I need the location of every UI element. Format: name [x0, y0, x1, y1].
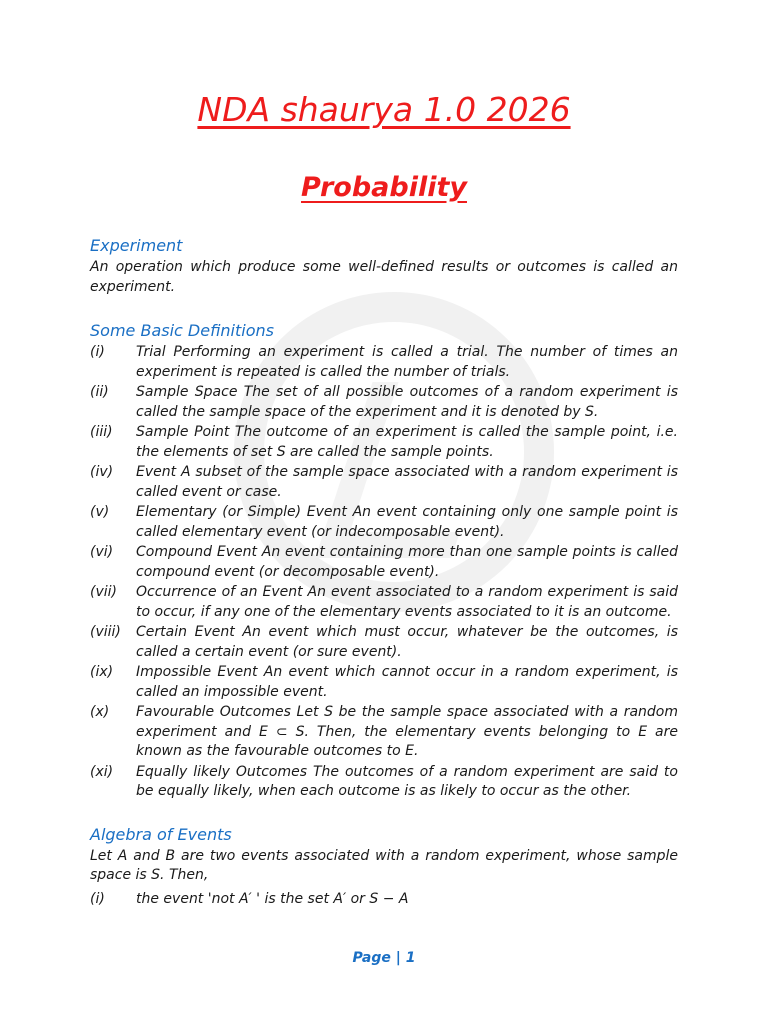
item-number: (x): [90, 704, 110, 720]
item-number: (i): [90, 890, 105, 907]
item-number: (v): [90, 504, 110, 520]
list-item: [90, 890, 678, 910]
item-number: (iii): [90, 424, 113, 440]
list-item: [90, 623, 678, 662]
item-number: (iv): [90, 464, 114, 480]
list-item: [90, 663, 678, 702]
item-number: (vi): [90, 544, 114, 560]
list-item: [90, 383, 678, 422]
item-number: (xi): [90, 763, 114, 780]
document-title: NDA shaurya 1.0 2026: [197, 90, 571, 129]
item-number: (ix): [90, 664, 114, 680]
item-text: Trial Performing an experiment is called a trial. The number of times an experiment is repeated is called the number of trials.: [136, 344, 678, 380]
list-item: [90, 583, 678, 622]
item-text: Favourable Outcomes Let S be the sample space associated with a random experiment and E ⊂ S. Then, the elementary events belonging to E are known as the favourable outcomes to E.: [136, 704, 678, 759]
experiment-heading: Experiment: [90, 236, 183, 255]
list-item: [90, 703, 678, 762]
item-number: (vii): [90, 584, 117, 600]
list-item: [90, 343, 678, 382]
item-text: Event A subset of the sample space associated with a random experiment is called event or case.: [136, 464, 678, 500]
list-item: [90, 763, 678, 802]
content-body: [90, 236, 678, 909]
list-item: [90, 503, 678, 542]
topic-title: Probability: [301, 172, 467, 203]
item-number: (ii): [90, 384, 109, 400]
list-item: [90, 463, 678, 502]
list-item: [90, 543, 678, 582]
experiment-text: An operation which produce some well-defined results or outcomes is called an experiment.: [90, 259, 678, 295]
item-text: Compound Event An event containing more than one sample points is called compound event (or decomposable event).: [136, 544, 678, 580]
page-number: Page | 1: [352, 950, 416, 966]
item-text: Equally likely Outcomes The outcomes of a random experiment are said to be equally likely, when each outcome is as likely to occur as the other.: [136, 763, 678, 799]
item-text: Elementary (or Simple) Event An event containing only one sample point is called elementary event (or indecomposable event).: [136, 504, 678, 540]
list-item: [90, 423, 678, 462]
item-number: (viii): [90, 624, 121, 640]
item-text: Impossible Event An event which cannot occur in a random experiment, is called an impossible event.: [136, 664, 678, 700]
algebra-intro: Let A and B are two events associated with a random experiment, whose sample space is S. Then,: [90, 847, 678, 883]
definitions-heading: Some Basic Definitions: [90, 321, 274, 340]
item-text: Occurrence of an Event An event associated to a random experiment is said to occur, if any one of the elementary events associated to it is an outcome.: [136, 584, 678, 620]
definitions-list: [90, 343, 678, 802]
item-text: Sample Point The outcome of an experiment is called the sample point, i.e. the elements of set S are called the sample points.: [136, 424, 678, 460]
item-text: Certain Event An event which must occur, whatever be the outcomes, is called a certain event (or sure event).: [136, 624, 678, 660]
item-text: Sample Space The set of all possible outcomes of a random experiment is called the sample space of the experiment and it is denoted by S.: [136, 384, 678, 420]
item-number: (i): [90, 344, 105, 360]
algebra-heading: Algebra of Events: [90, 824, 232, 844]
item-text: the event 'not A′ ' is the set A′ or S − A: [136, 890, 409, 907]
